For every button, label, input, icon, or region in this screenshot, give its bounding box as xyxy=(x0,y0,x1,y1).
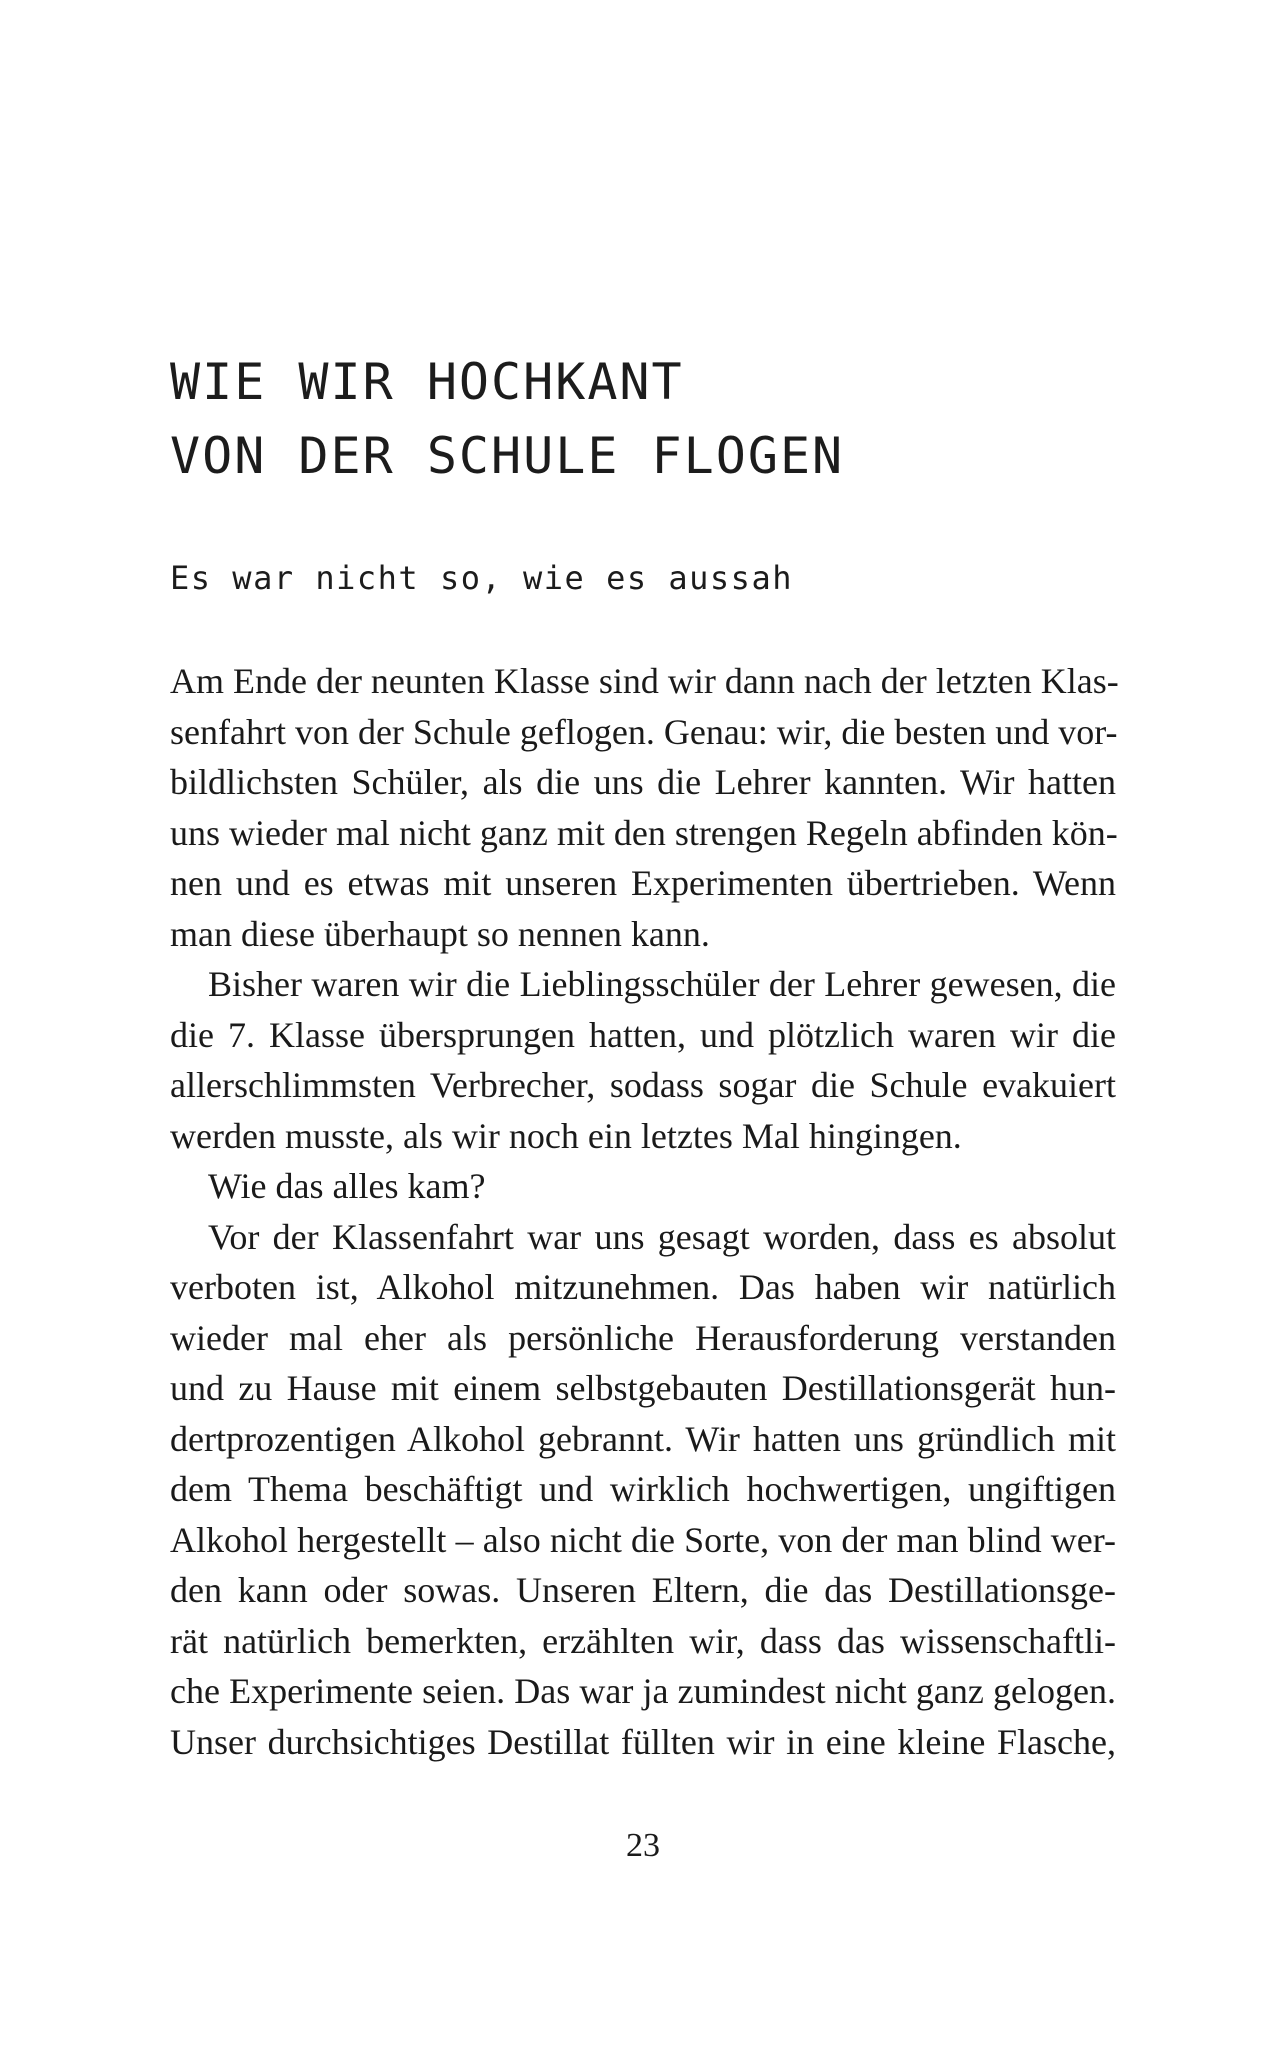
text-line: dem Thema beschäftigt und wirklich hochwertigen, ungiftigen xyxy=(170,1469,1116,1509)
text-line: wieder mal eher als persönliche Herausforderung verstanden xyxy=(170,1317,1116,1358)
text-line: nen und es etwas mit unseren Experimenten übertrieben. Wenn xyxy=(170,863,1116,903)
text-line: rät natürlich bemerkten, erzählten wir, dass das wissenschaftli- xyxy=(170,1620,1116,1661)
page-number: 23 xyxy=(626,1827,660,1864)
text-line: Bisher waren wir die Lieblingsschüler der Lehrer gewesen, die xyxy=(208,964,1116,1004)
text-line: senfahrt von der Schule geflogen. Genau: wir, die besten und vor- xyxy=(170,711,1118,752)
text-line: die 7. Klasse übersprungen hatten, und plötzlich waren wir die xyxy=(170,1014,1116,1055)
text-line: bildlichsten Schüler, als die uns die Lehrer kannten. Wir hatten xyxy=(170,762,1116,802)
text-line: den kann oder sowas. Unseren Eltern, die das Destillationsge- xyxy=(170,1570,1116,1610)
chapter-title xyxy=(170,345,844,493)
text-line: dertprozentigen Alkohol gebrannt. Wir hatten uns gründlich mit xyxy=(170,1418,1116,1459)
text-line: che Experimente seien. Das war ja zumindest nicht ganz gelogen. xyxy=(170,1671,1116,1711)
text-line: Wie das alles kam? xyxy=(208,1166,486,1206)
text-line: verboten ist, Alkohol mitzunehmen. Das haben wir natürlich xyxy=(170,1267,1116,1307)
text-line: werden musste, als wir noch ein letztes Mal hingingen. xyxy=(170,1115,962,1156)
text-line: Vor der Klassenfahrt war uns gesagt worden, dass es absolut xyxy=(208,1216,1116,1257)
text-line: und zu Hause mit einem selbstgebauten Destillationsgerät hun- xyxy=(170,1368,1116,1408)
text-line: Unser durchsichtiges Destillat füllten wir in eine kleine Flasche, xyxy=(170,1721,1116,1762)
text-line: Alkohol hergestellt – also nicht die Sorte, von der man blind wer- xyxy=(170,1519,1116,1560)
text-line: allerschlimmsten Verbrecher, sodass sogar die Schule evakuiert xyxy=(170,1065,1116,1105)
section-subtitle: Es war nicht so, wie es aussah xyxy=(170,559,793,597)
text-line: uns wieder mal nicht ganz mit den strengen Regeln abfinden kön- xyxy=(170,812,1118,853)
text-line: man diese überhaupt so nennen kann. xyxy=(170,913,710,954)
text-line: Am Ende der neunten Klasse sind wir dann nach der letzten Klas- xyxy=(170,661,1119,701)
chapter-title-line-2: VON DER SCHULE FLOGEN xyxy=(170,427,845,485)
body-text xyxy=(170,656,1119,1767)
chapter-title-line-1: WIE WIR HOCHKANT xyxy=(170,353,684,411)
